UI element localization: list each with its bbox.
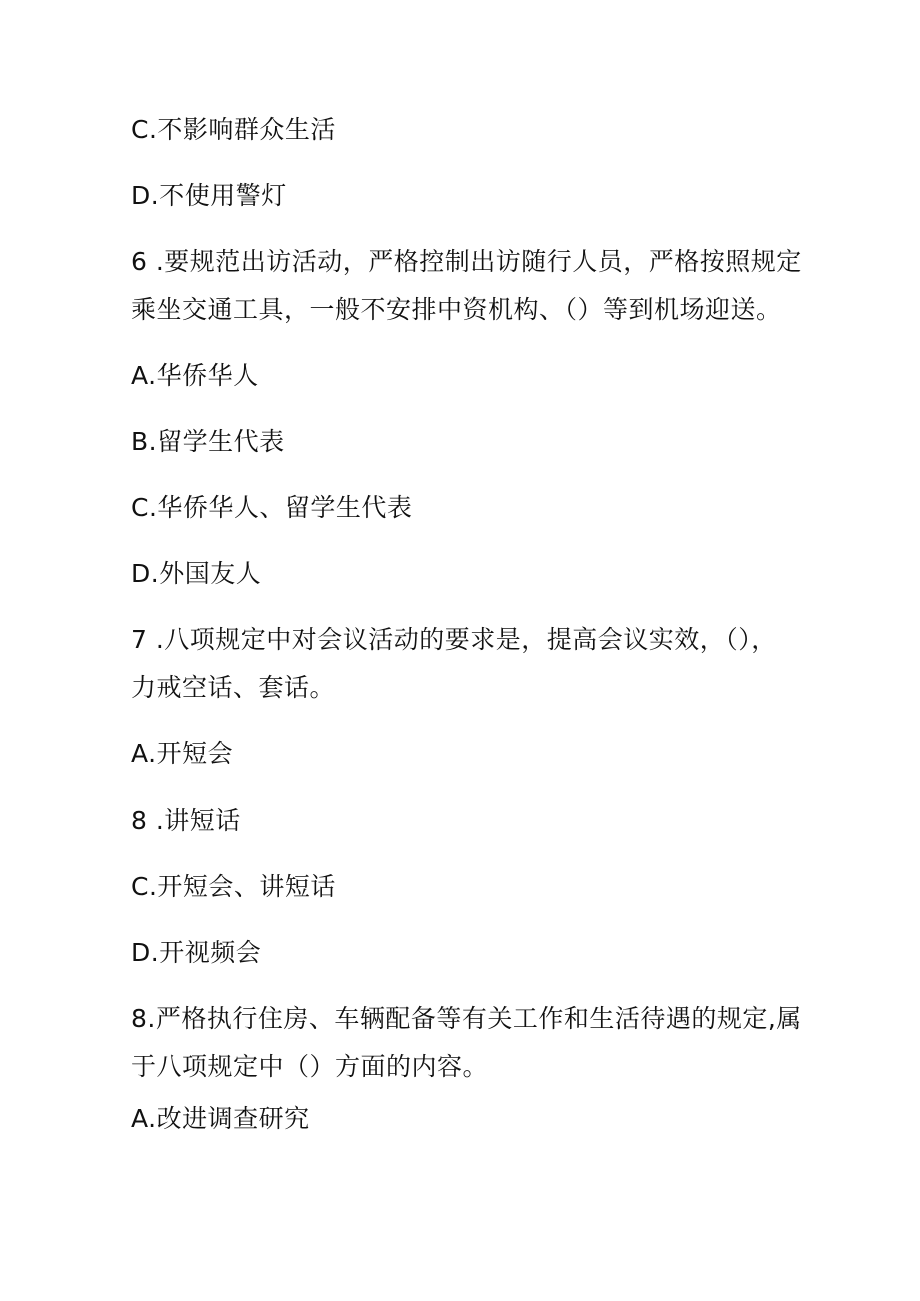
question-8-line-1: 8.严格执行住房、车辆配备等有关工作和生活待遇的规定,属 [131,1004,802,1033]
option-c-q6: C.华侨华人、留学生代表 [131,493,413,522]
option-c-q5: C.不影响群众生活 [131,115,336,144]
option-a-q6: A.华侨华人 [131,361,259,390]
option-d-q7: D.开视频会 [131,938,262,967]
option-d-q5: D.不使用警灯 [131,181,287,210]
question-7-line-2: 力戒空话、套话。 [131,673,336,702]
option-b-q6: B.留学生代表 [131,427,285,456]
question-8-line-2: 于八项规定中（）方面的内容。 [131,1052,489,1081]
option-d-q6: D.外国友人 [131,559,262,588]
question-6-line-2: 乘坐交通工具，一般不安排中资机构、（）等到机场迎送。 [131,295,782,324]
option-c-q7: C.开短会、讲短话 [131,872,336,901]
question-7-line-1: 7 .八项规定中对会议活动的要求是，提高会议实效，（）， [131,625,777,654]
option-a-q7: A.开短会 [131,739,234,768]
option-a-q8: A.改进调查研究 [131,1104,310,1133]
option-b-q7: 8 .讲短话 [131,806,241,835]
question-6-line-1: 6 .要规范出访活动，严格控制出访随行人员，严格按照规定 [131,247,802,276]
